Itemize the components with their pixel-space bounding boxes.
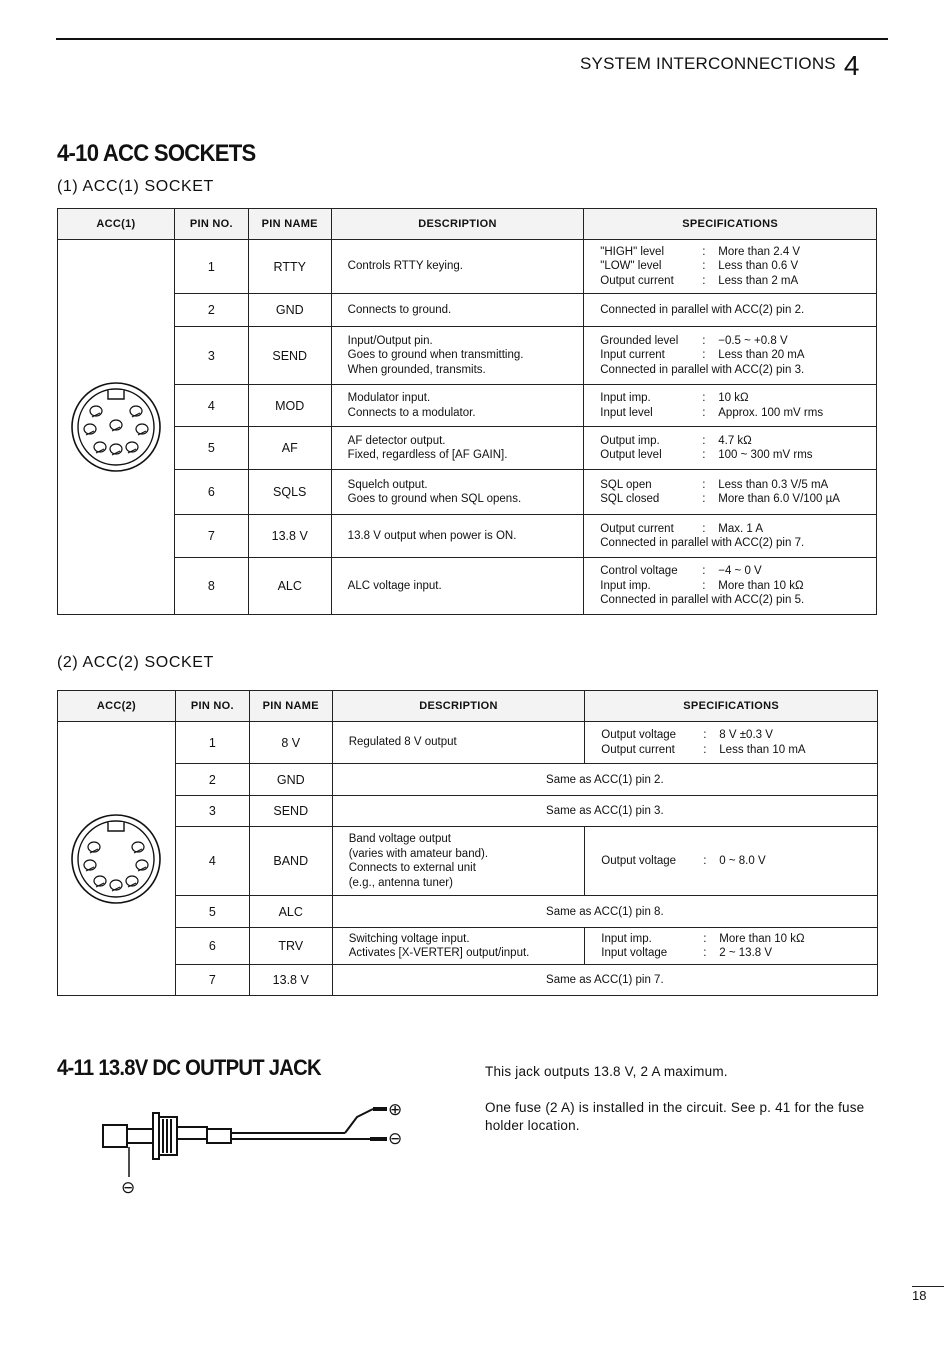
connector-cell (58, 722, 176, 996)
specifications-cell (584, 294, 877, 327)
spec-label: Input voltage (601, 947, 668, 959)
spec-line (600, 334, 876, 349)
description-line: Modulator input. (347, 392, 431, 404)
connector-pin-shape (94, 442, 106, 453)
dc-jack-diagram (95, 1095, 415, 1205)
spec-value: Less than 0.3 V/5 mA (718, 478, 829, 491)
connector-pin-shape (132, 842, 144, 853)
table-row (58, 427, 877, 470)
acc1-subtitle: (1) ACC(1) SOCKET (57, 178, 214, 195)
description-line: Goes to ground when transmitting. (347, 349, 524, 362)
description-cell (331, 515, 584, 558)
spec-colon: : (703, 854, 707, 867)
description-cell (331, 470, 584, 515)
description-cell (331, 558, 584, 615)
connector-pin-shape (110, 880, 122, 891)
description-cell (331, 327, 584, 385)
spec-line (600, 274, 876, 289)
spec-colon: : (702, 406, 706, 419)
dc-jack-paragraph: One fuse (2 A) is installed in the circuit. See p. 41 for the fuse holder location. (485, 1100, 865, 1133)
spec-value: Less than 20 mA (718, 349, 805, 362)
description-line: Connects to a modulator. (347, 406, 476, 419)
spec-line (601, 946, 877, 961)
acc-sockets-title: 4-10 ACC SOCKETS (57, 140, 256, 167)
description-cell (331, 240, 584, 294)
spec-line (600, 434, 876, 449)
acc1-header-row (58, 209, 877, 240)
spec-colon: : (703, 743, 707, 756)
specifications-cell (584, 515, 877, 558)
specifications-cell (585, 827, 878, 896)
spec-colon: : (702, 349, 706, 362)
pin-number-cell: 2 (175, 764, 249, 796)
specifications-cell (584, 240, 877, 294)
spec-value: More than 6.0 V/100 µA (718, 493, 840, 505)
spec-line (601, 728, 877, 743)
spec-line (600, 564, 876, 579)
table-row (58, 764, 878, 796)
spec-colon: : (702, 449, 706, 461)
spec-line (600, 259, 876, 274)
pin-name-cell: 8 V (249, 722, 332, 764)
description-line: Activates [X-VERTER] output/input. (348, 947, 530, 959)
spec-line: Connected in parallel with ACC(2) pin 7. (600, 537, 805, 549)
spec-value: 2 ~ 13.8 V (719, 947, 773, 959)
pin-name-cell: 13.8 V (249, 965, 332, 996)
pin-number-cell: 5 (174, 427, 248, 470)
spec-colon: : (702, 274, 706, 287)
col-header: SPECIFICATIONS (585, 691, 878, 722)
spec-line (600, 406, 876, 421)
spec-value: 10 kΩ (718, 392, 749, 404)
spec-colon: : (703, 932, 707, 945)
spec-label: Output current (600, 274, 674, 287)
specifications-cell (585, 928, 878, 965)
spec-colon: : (702, 579, 706, 592)
acc2-table (57, 690, 878, 996)
spec-line (601, 743, 877, 758)
spec-value: 100 ~ 300 mV rms (718, 449, 813, 461)
spec-label: Output voltage (601, 854, 677, 867)
col-header: DESCRIPTION (331, 209, 584, 240)
pin-name-cell: SEND (249, 796, 332, 827)
spec-value: Less than 10 mA (719, 743, 806, 756)
description-line: Controls RTTY keying. (347, 260, 463, 273)
spec-line: Connected in parallel with ACC(2) pin 5. (600, 594, 805, 607)
description-line: Goes to ground when SQL opens. (347, 493, 522, 505)
description-line: Regulated 8 V output (348, 736, 457, 749)
connector-pin-shape (84, 424, 96, 435)
pin-name-cell: 13.8 V (248, 515, 331, 558)
table-row (58, 558, 877, 615)
col-header: PIN NAME (249, 691, 332, 722)
pin-number-cell: 7 (175, 965, 249, 996)
spec-label: Grounded level (600, 334, 679, 347)
table-row (58, 827, 878, 896)
connector-pin-shape (136, 424, 148, 435)
spec-label: "LOW" level (600, 260, 662, 273)
header-rule (56, 38, 888, 40)
table-row (58, 896, 878, 928)
specifications-cell (584, 470, 877, 515)
spec-value: Less than 0.6 V (718, 260, 799, 273)
plug-body-shape (127, 1129, 153, 1143)
spec-value: More than 10 kΩ (718, 579, 804, 592)
pin-number-cell: 1 (174, 240, 248, 294)
spec-value: More than 10 kΩ (719, 932, 805, 945)
spec-line (600, 448, 876, 463)
spec-line: Connected in parallel with ACC(2) pin 3. (600, 363, 805, 376)
description-line: (varies with amateur band). (348, 847, 489, 860)
table-row (58, 385, 877, 427)
col-header: DESCRIPTION (332, 691, 585, 722)
description-line: AF detector output. (347, 434, 446, 447)
description-cell (332, 722, 585, 764)
same-as-cell: Same as ACC(1) pin 7. (332, 965, 877, 996)
connector-pin-shape (90, 406, 102, 417)
table-row (58, 470, 877, 515)
connector-pin-shape (126, 876, 138, 887)
specifications-cell (584, 558, 877, 615)
plus-terminal-symbol: ⊕ (388, 1100, 403, 1119)
description-cell (332, 827, 585, 896)
col-header: ACC(2) (58, 691, 176, 722)
spec-label: Output current (601, 743, 675, 756)
spec-colon: : (702, 434, 706, 447)
spec-label: Input imp. (600, 579, 651, 592)
spec-line (600, 391, 876, 406)
spec-colon: : (703, 729, 707, 741)
pin-name-cell: SEND (248, 327, 331, 385)
spec-label: Input imp. (601, 932, 652, 945)
ground-terminal-symbol: ⊖ (121, 1178, 136, 1197)
table-row (58, 327, 877, 385)
spec-colon: : (702, 478, 706, 491)
spec-colon: : (702, 522, 706, 535)
minus-terminal-symbol: ⊖ (388, 1129, 403, 1148)
same-as-cell: Same as ACC(1) pin 3. (332, 796, 877, 827)
table-row (58, 240, 877, 294)
description-line: Fixed, regardless of [AF GAIN]. (347, 449, 508, 461)
spec-line (601, 932, 877, 947)
pin-name-cell: GND (248, 294, 331, 327)
connector-cell (58, 240, 175, 615)
spec-colon: : (702, 392, 706, 404)
spec-label: Control voltage (600, 565, 678, 578)
description-line: 13.8 V output when power is ON. (347, 529, 517, 542)
spec-value: −4 ~ 0 V (718, 565, 762, 578)
spec-colon: : (702, 260, 706, 273)
acc1-table (57, 208, 877, 615)
spec-label: Input level (600, 406, 653, 419)
spec-label: Input current (600, 349, 665, 362)
spec-label: Output current (600, 522, 674, 535)
spec-value: 0 ~ 8.0 V (719, 854, 766, 867)
spec-label: Output voltage (601, 729, 677, 741)
connector-pin-shape (136, 860, 148, 871)
pin-number-cell: 6 (175, 928, 249, 965)
spec-value: Less than 2 mA (718, 274, 799, 287)
connector-pin-shape (110, 444, 122, 455)
plug-tip-shape (103, 1125, 127, 1147)
din-connector-icon (70, 381, 162, 473)
description-line: Connects to ground. (347, 303, 452, 316)
pin-number-cell: 3 (175, 796, 249, 827)
col-header: ACC(1) (58, 209, 175, 240)
description-line: Connects to external unit (348, 862, 476, 874)
spec-line (600, 492, 876, 507)
col-header: PIN NO. (175, 691, 249, 722)
connector-pin-shape (130, 406, 142, 417)
acc2-subtitle: (2) ACC(2) SOCKET (57, 654, 214, 671)
spec-value: 4.7 kΩ (718, 434, 752, 447)
description-line: Input/Output pin. (347, 334, 433, 347)
plus-wire (345, 1109, 373, 1133)
pin-name-cell: ALC (249, 896, 332, 928)
sleeve-end-shape (207, 1129, 231, 1143)
table-row (58, 515, 877, 558)
connector-pin-shape (84, 860, 96, 871)
pin-number-cell: 6 (174, 470, 248, 515)
pin-number-cell: 8 (174, 558, 248, 615)
spec-colon: : (702, 493, 706, 505)
spec-colon: : (703, 947, 707, 959)
description-cell (332, 928, 585, 965)
pin-name-cell: GND (249, 764, 332, 796)
spec-line (600, 579, 876, 594)
dc-jack-paragraph: This jack outputs 13.8 V, 2 A maximum. (485, 1064, 728, 1079)
spec-colon: : (702, 334, 706, 347)
spec-value: Max. 1 A (718, 522, 763, 535)
sleeve-shape (177, 1127, 207, 1139)
table-row (58, 722, 878, 764)
connector-pin-shape (88, 842, 100, 853)
spec-label: "HIGH" level (600, 245, 665, 258)
connector-pin-shape (110, 420, 122, 431)
table-row (58, 965, 878, 996)
section-header (580, 50, 860, 82)
col-header: PIN NO. (174, 209, 248, 240)
pin-name-cell: MOD (248, 385, 331, 427)
spec-label: Input imp. (600, 392, 651, 404)
description-line: (e.g., antenna tuner) (348, 876, 453, 889)
pin-name-cell: SQLS (248, 470, 331, 515)
pin-name-cell: RTTY (248, 240, 331, 294)
spec-label: Output imp. (600, 434, 660, 447)
spec-value: More than 2.4 V (718, 245, 801, 258)
spec-value: Approx. 100 mV rms (718, 406, 824, 419)
spec-line (600, 245, 876, 260)
spec-line: Connected in parallel with ACC(2) pin 2. (600, 303, 805, 316)
pin-number-cell: 7 (174, 515, 248, 558)
description-line: ALC voltage input. (347, 579, 442, 592)
connector-pin-shape (94, 876, 106, 887)
pin-name-cell: AF (248, 427, 331, 470)
description-line: When grounded, transmits. (347, 363, 486, 376)
description-line: Switching voltage input. (348, 932, 470, 945)
description-line: Squelch output. (347, 478, 428, 491)
spec-label: Output level (600, 449, 662, 461)
specifications-cell (584, 385, 877, 427)
pin-number-cell: 3 (174, 327, 248, 385)
table-row (58, 928, 878, 965)
description-cell (331, 385, 584, 427)
spec-line (600, 522, 876, 537)
table-row (58, 294, 877, 327)
pin-number-cell: 5 (175, 896, 249, 928)
spec-line (600, 478, 876, 493)
pin-name-cell: ALC (248, 558, 331, 615)
dc-jack-title: 4-11 13.8V DC OUTPUT JACK (57, 1055, 321, 1080)
page-number: 18 (912, 1286, 944, 1303)
pin-number-cell: 2 (174, 294, 248, 327)
spec-line (600, 348, 876, 363)
description-line: Band voltage output (348, 833, 451, 845)
same-as-cell: Same as ACC(1) pin 2. (332, 764, 877, 796)
pin-name-cell: BAND (249, 827, 332, 896)
spec-value: 8 V ±0.3 V (719, 729, 773, 741)
pin-number-cell: 4 (174, 385, 248, 427)
din-connector-icon (70, 813, 162, 905)
section-number: 4 (843, 50, 860, 81)
section-title: SYSTEM INTERCONNECTIONS (580, 54, 836, 73)
col-header: SPECIFICATIONS (584, 209, 877, 240)
specifications-cell (584, 427, 877, 470)
spec-label: SQL open (600, 478, 652, 491)
spec-line (601, 854, 877, 869)
spec-colon: : (702, 565, 706, 578)
spec-label: SQL closed (600, 493, 660, 505)
spec-colon: : (702, 245, 706, 258)
specifications-cell (584, 327, 877, 385)
table-row (58, 796, 878, 827)
connector-pin-shape (126, 442, 138, 453)
col-header: PIN NAME (248, 209, 331, 240)
specifications-cell (585, 722, 878, 764)
acc2-header-row (58, 691, 878, 722)
pin-number-cell: 1 (175, 722, 249, 764)
description-cell (331, 427, 584, 470)
description-cell (331, 294, 584, 327)
spec-value: −0.5 ~ +0.8 V (718, 334, 788, 347)
pin-name-cell: TRV (249, 928, 332, 965)
same-as-cell: Same as ACC(1) pin 8. (332, 896, 877, 928)
pin-number-cell: 4 (175, 827, 249, 896)
